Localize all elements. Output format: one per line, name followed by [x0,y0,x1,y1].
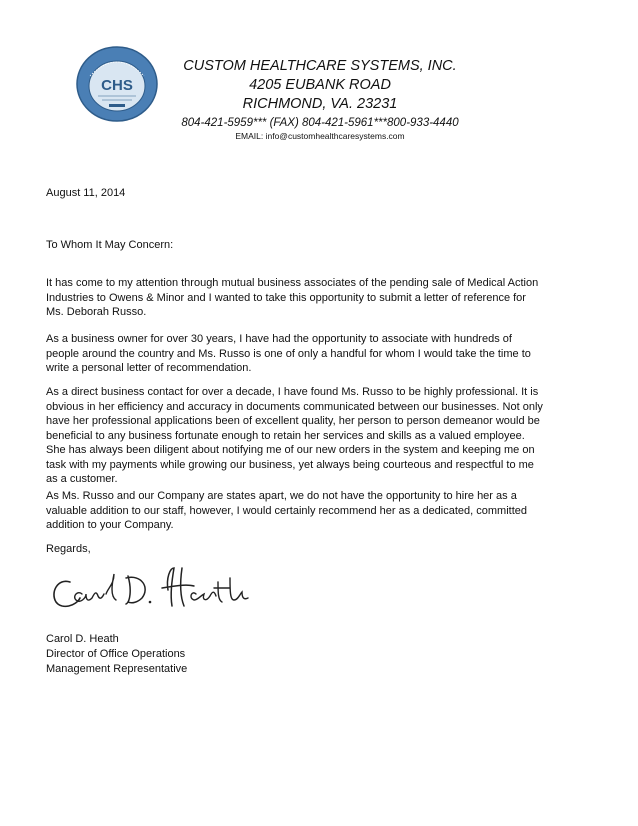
letter-date: August 11, 2014 [46,187,126,199]
paragraph-2: As a business owner for over 30 years, I have had the opportunity to associate with hundreds of people around the country and Ms. Russo is one of only a handful for whom I would take the time to write a personal letter of recommendation. [46,333,531,374]
company-email: EMAIL: info@customhealthcaresystems.com [235,131,405,141]
svg-text:CHS: CHS [101,77,133,94]
paragraph-4: As Ms. Russo and our Company are states apart, we do not have the opportunity to hire her as a valuable addition to our staff, however, I would certainly recommend her as a dedicated, committed addition to your Company. [46,490,528,531]
letter-greeting: To Whom It May Concern: [46,239,174,251]
company-street: 4205 EUBANK ROAD [249,77,391,93]
signer-name: Carol D. Heath [46,633,119,645]
handwritten-signature [46,560,256,620]
signer-title: Director of Office Operations [46,648,186,660]
company-logo-seal [76,46,158,122]
company-phones: 804-421-5959*** (FAX) 804-421-5961***800-933-4440 [181,117,459,129]
paragraph-3: As a direct business contact for over a decade, I have found Ms. Russo to be highly professional. It is obvious in her efficiency and accuracy in documents communicated between our businesses. Not only have her professional applications been of excellent quality, her person to person demeanor would be beneficial to any business fortunate enough to retain her services and skills as a valued employee. She has always been diligent about notifying me of our new orders in the system and keeping me on task with my payments while growing our business, yet always being courteous and respectful to me as a customer. [46,386,543,485]
paragraph-1: It has come to my attention through mutual business associates of the pending sale of Medical Action Industries to Owens & Minor and I wanted to take this opportunity to submit a letter of reference for Ms. Deborah Russo. [46,277,539,318]
company-city: RICHMOND, VA. 23231 [242,96,398,112]
company-name: CUSTOM HEALTHCARE SYSTEMS, INC. [183,58,457,74]
letter-closing: Regards, [46,543,91,555]
signer-role: Management Representative [46,663,188,675]
